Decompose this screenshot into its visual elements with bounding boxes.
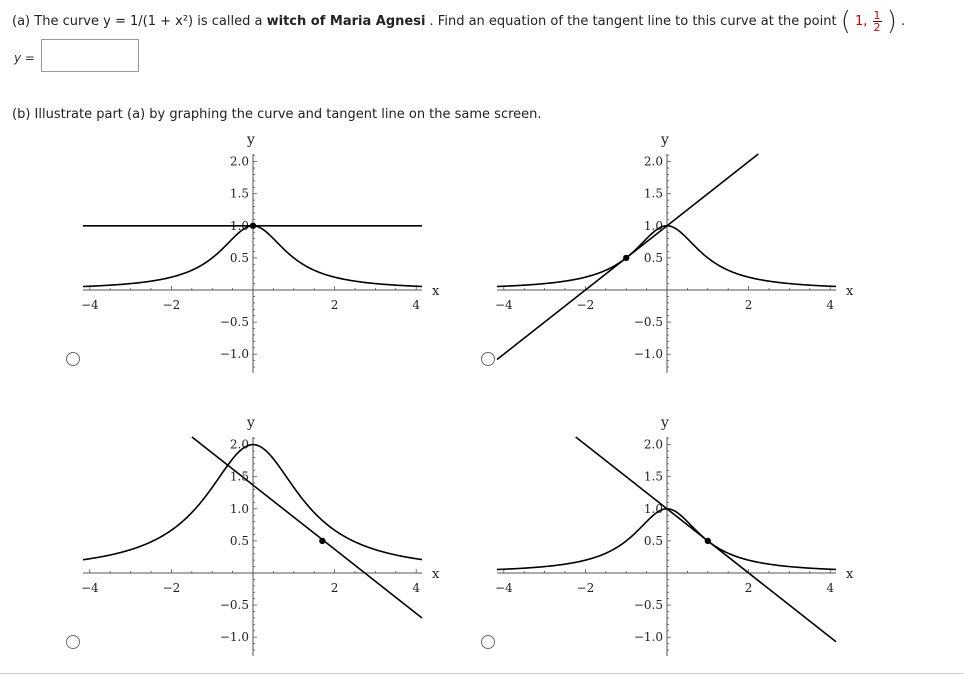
y-tick-label: 2.0 (229, 154, 249, 169)
tangent-point (705, 538, 711, 544)
x-tick-label: −2 (162, 581, 181, 595)
y-tick-label: 1.5 (643, 469, 663, 484)
x-tick-label: −4 (80, 581, 99, 595)
y-tick-label: −1.0 (633, 347, 663, 362)
curve-formula: y = 1/(1 + x²) (103, 14, 194, 29)
point-y-fraction (873, 10, 882, 33)
question-a-suffix: . Find an equation of the tangent line to this curve at the point (429, 14, 841, 29)
tangent-point (250, 223, 256, 229)
graph-option-a (80, 130, 442, 375)
y-tick-label: −0.5 (633, 315, 663, 330)
x-tick-label: −2 (576, 298, 595, 312)
y-tick-label: 1.5 (229, 186, 249, 201)
y-tick-label: 2.0 (229, 437, 249, 452)
x-tick-label: −2 (576, 581, 595, 595)
y-tick-label: 1.0 (229, 218, 249, 233)
y-tick-label: 0.5 (643, 533, 663, 548)
y-tick-label: −1.0 (219, 630, 249, 645)
graph-option-b (494, 130, 856, 375)
tangent-line (192, 437, 422, 618)
radio-option-d[interactable] (481, 635, 495, 649)
right-paren: ) (886, 6, 897, 37)
y-tick-label: 0.5 (229, 533, 249, 548)
y-tick-label: −0.5 (633, 598, 663, 613)
graph-option-d (494, 413, 856, 658)
point-x: 1, (855, 14, 868, 29)
radio-option-b[interactable] (481, 352, 495, 366)
x-tick-label: 2 (744, 581, 753, 595)
y-tick-label: −1.0 (633, 630, 663, 645)
question-a-prefix: The curve (34, 14, 104, 29)
x-tick-label: 4 (412, 298, 421, 312)
radio-option-a[interactable] (66, 352, 80, 366)
x-tick-label: 2 (744, 298, 753, 312)
y-tick-label: 0.5 (229, 250, 249, 265)
y-tick-label: 1.0 (643, 501, 663, 516)
y-tick-label: 1.5 (643, 186, 663, 201)
y-tick-label: 0.5 (643, 250, 663, 265)
y-axis-label: y (247, 415, 255, 431)
x-tick-label: −2 (162, 298, 181, 312)
y-axis-label: y (661, 132, 669, 148)
x-tick-label: 2 (330, 581, 339, 595)
x-tick-label: 4 (826, 581, 835, 595)
left-paren: ( (840, 6, 851, 37)
y-tick-label: 2.0 (643, 437, 663, 452)
y-tick-label: −1.0 (219, 347, 249, 362)
x-tick-label: 4 (826, 298, 835, 312)
x-axis-label: x (846, 567, 854, 582)
question-a (12, 6, 906, 37)
y-tick-label: 1.0 (229, 501, 249, 516)
y-tick-label: 2.0 (643, 154, 663, 169)
question-a-end: . (900, 14, 906, 29)
y-tick-label: −0.5 (219, 315, 249, 330)
y-axis-label: y (247, 132, 255, 148)
x-tick-label: 4 (412, 581, 421, 595)
answer-input[interactable] (41, 39, 139, 72)
question-a-middle: is called a (197, 14, 267, 29)
x-axis-label: x (846, 284, 854, 299)
x-tick-label: −4 (494, 581, 513, 595)
x-tick-label: −4 (494, 298, 513, 312)
question-b: (b) Illustrate part (a) by graphing the curve and tangent line on the same screen. (12, 107, 542, 122)
bottom-divider (0, 673, 964, 674)
point-y-denominator: 2 (873, 21, 881, 34)
witch-term: witch of Maria Agnesi (266, 14, 426, 29)
point-y-numerator: 1 (873, 9, 881, 22)
tangent-point (319, 538, 325, 544)
tangent-point (623, 255, 629, 261)
y-axis-label: y (661, 415, 669, 431)
answer-label: y = (14, 51, 35, 65)
x-axis-label: x (432, 567, 440, 582)
graph-option-c (80, 413, 442, 658)
y-tick-label: −0.5 (219, 598, 249, 613)
y-tick-label: 1.0 (643, 218, 663, 233)
question-a-label: (a) (12, 14, 31, 29)
x-tick-label: 2 (330, 298, 339, 312)
x-axis-label: x (432, 284, 440, 299)
y-tick-label: 1.5 (229, 469, 249, 484)
x-tick-label: −4 (80, 298, 99, 312)
radio-option-c[interactable] (66, 635, 80, 649)
